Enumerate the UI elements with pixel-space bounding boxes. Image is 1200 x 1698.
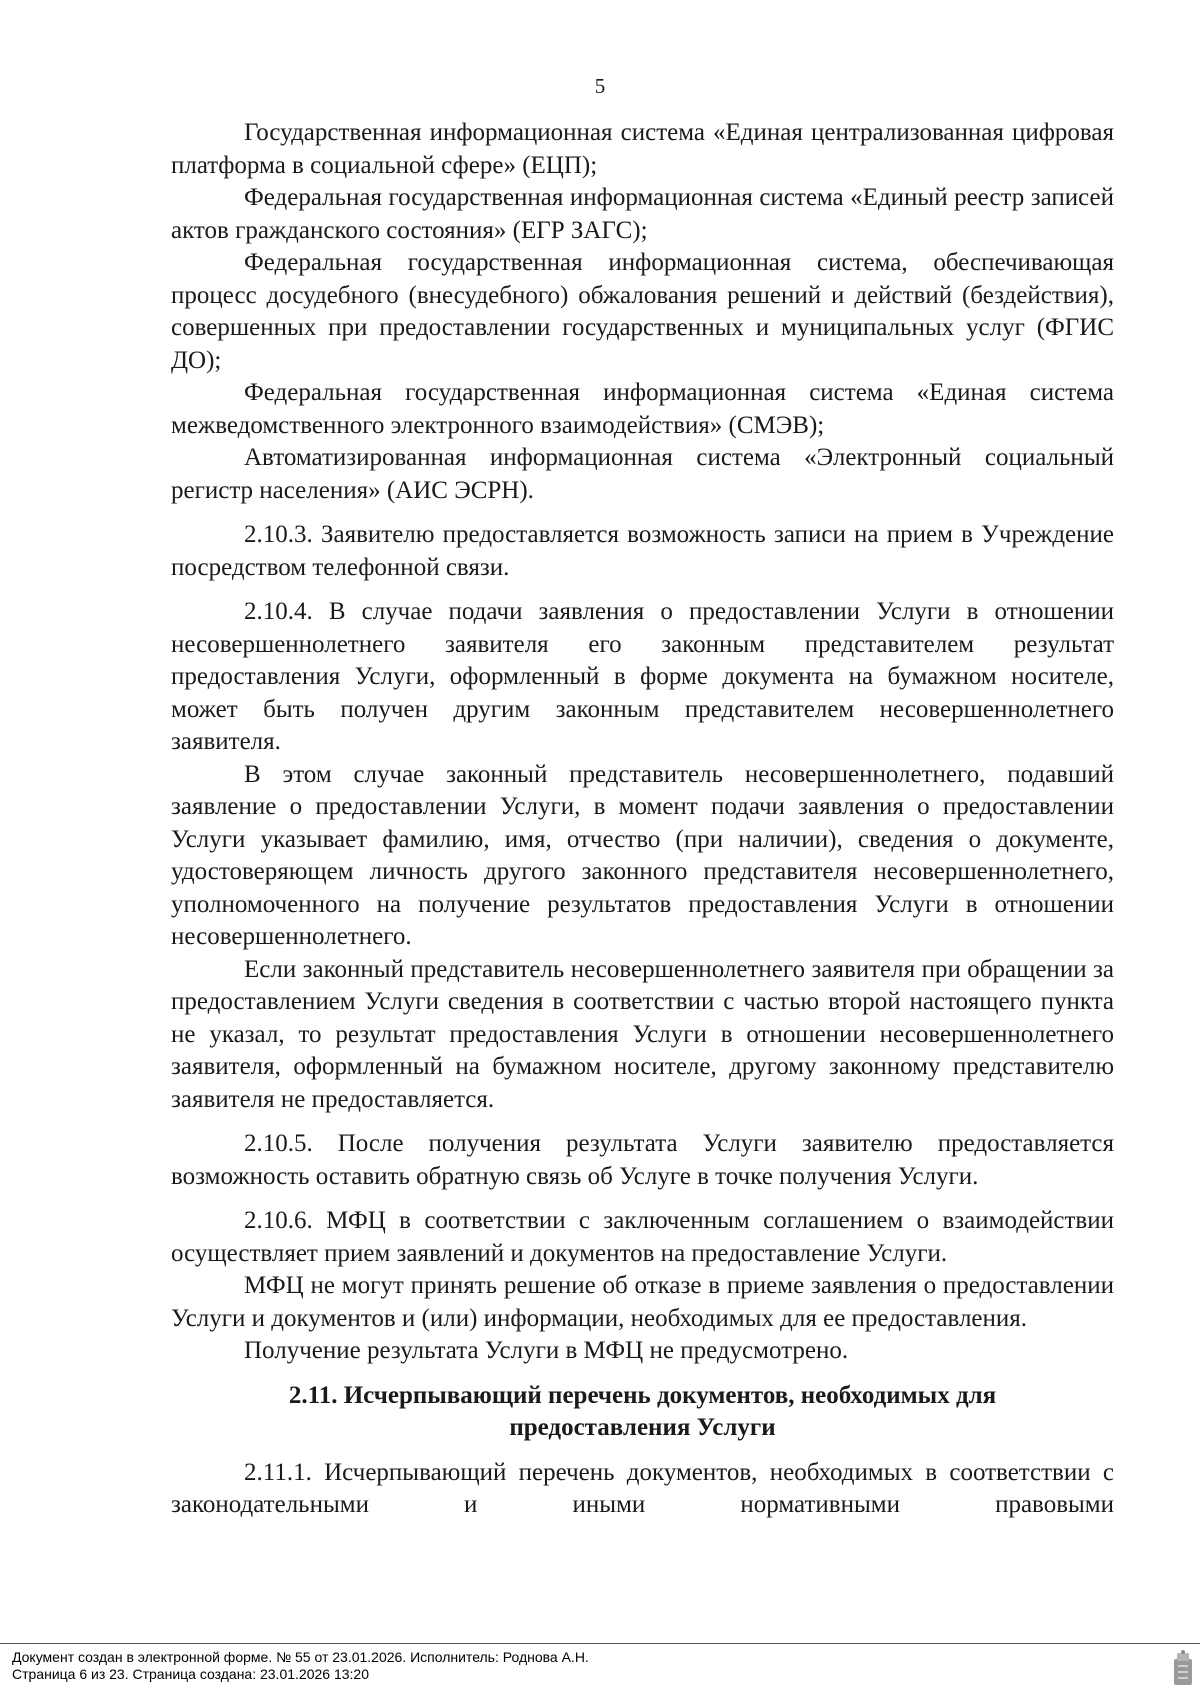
paragraph-2-10-6-part2: МФЦ не могут принять решение об отказе в приеме заявления о предоставлении Услуги и документов и (или) информации, необходимых для ее предоставления.: [171, 1272, 1114, 1332]
paragraph-fgis-do: Федеральная государственная информационная система, обеспечивающая процесс досудебного (внесудебного) обжалования решений и действий (бездействия), совершенных при предоставлении государственных и муниципальных услуг (ФГИС ДО);: [171, 249, 1114, 374]
document-footer: [12, 1649, 589, 1683]
footer-line-1: Документ создан в электронной форме. № 55 от 23.01.2026. Исполнитель: Роднова А.Н.: [12, 1649, 589, 1665]
paragraph-2-11-1: 2.11.1. Исчерпывающий перечень документов, необходимых в соответствии с законодательными и иными нормативными правовыми: [171, 1458, 1114, 1518]
paragraph-2-10-4-part3: Если законный представитель несовершеннолетнего заявителя при обращении за предоставлением Услуги сведения в соответствии с частью второй настоящего пункта не указал, то результат предоставления Услуги в отношении несовершеннолетнего заявителя, оформленный на бумажном носителе, другому законному представителю заявителя не предоставляется.: [171, 955, 1114, 1113]
paragraph-2-10-5: 2.10.5. После получения результата Услуги заявителю предоставляется возможность оставить обратную связь об Услуге в точке получения Услуги.: [171, 1130, 1114, 1190]
page-number: 5: [594, 74, 606, 98]
paragraph-2-10-4: 2.10.4. В случае подачи заявления о предоставлении Услуги в отношении несовершеннолетнего заявителя его законным представителем результат предоставления Услуги, оформленный в форме документа на бумажном носителе, может быть получен другим законным представителем несовершеннолетнего заявителя.: [171, 598, 1114, 755]
paragraph-ais-esrn: Автоматизированная информационная система «Электронный социальный регистр населения» (АИС ЭСРН).: [171, 444, 1114, 504]
paragraph-ecp: Государственная информационная система «Единая централизованная цифровая платформа в социальной сфере» (ЕЦП);: [171, 119, 1114, 179]
emblem-icon: [1172, 1649, 1194, 1687]
paragraph-2-10-3: 2.10.3. Заявителю предоставляется возможность записи на прием в Учреждение посредством телефонной связи.: [171, 521, 1114, 581]
document-body: [171, 117, 1114, 1522]
paragraph-egr-zags: Федеральная государственная информационная система «Единый реестр записей актов гражданского состояния» (ЕГР ЗАГС);: [171, 184, 1114, 244]
paragraph-2-10-4-part2: В этом случае законный представитель несовершеннолетнего, подавший заявление о предоставлении Услуги, в момент подачи заявления о предоставлении Услуги указывает фамилию, имя, отчество (при наличии), сведения о документе, удостоверяющем личность другого законного представителя несовершеннолетнего, уполномоченного на получение результатов предоставления Услуги в отношении несовершеннолетнего.: [171, 760, 1114, 950]
paragraph-smev: Федеральная государственная информационная система «Единая система межведомственного электронного взаимодействия» (СМЭВ);: [171, 379, 1114, 439]
footer-line-2: Страница 6 из 23. Страница создана: 23.01.2026 13:20: [12, 1666, 369, 1682]
section-heading-2-11: 2.11. Исчерпывающий перечень документов, необходимых для предоставления Услуги: [288, 1381, 997, 1441]
paragraph-2-10-6: 2.10.6. МФЦ в соответствии с заключенным соглашением о взаимодействии осуществляет прием заявлений и документов на предоставление Услуги.: [171, 1207, 1114, 1267]
footer-divider: [0, 1643, 1200, 1644]
paragraph-2-10-6-part3: Получение результата Услуги в МФЦ не предусмотрено.: [244, 1337, 849, 1364]
